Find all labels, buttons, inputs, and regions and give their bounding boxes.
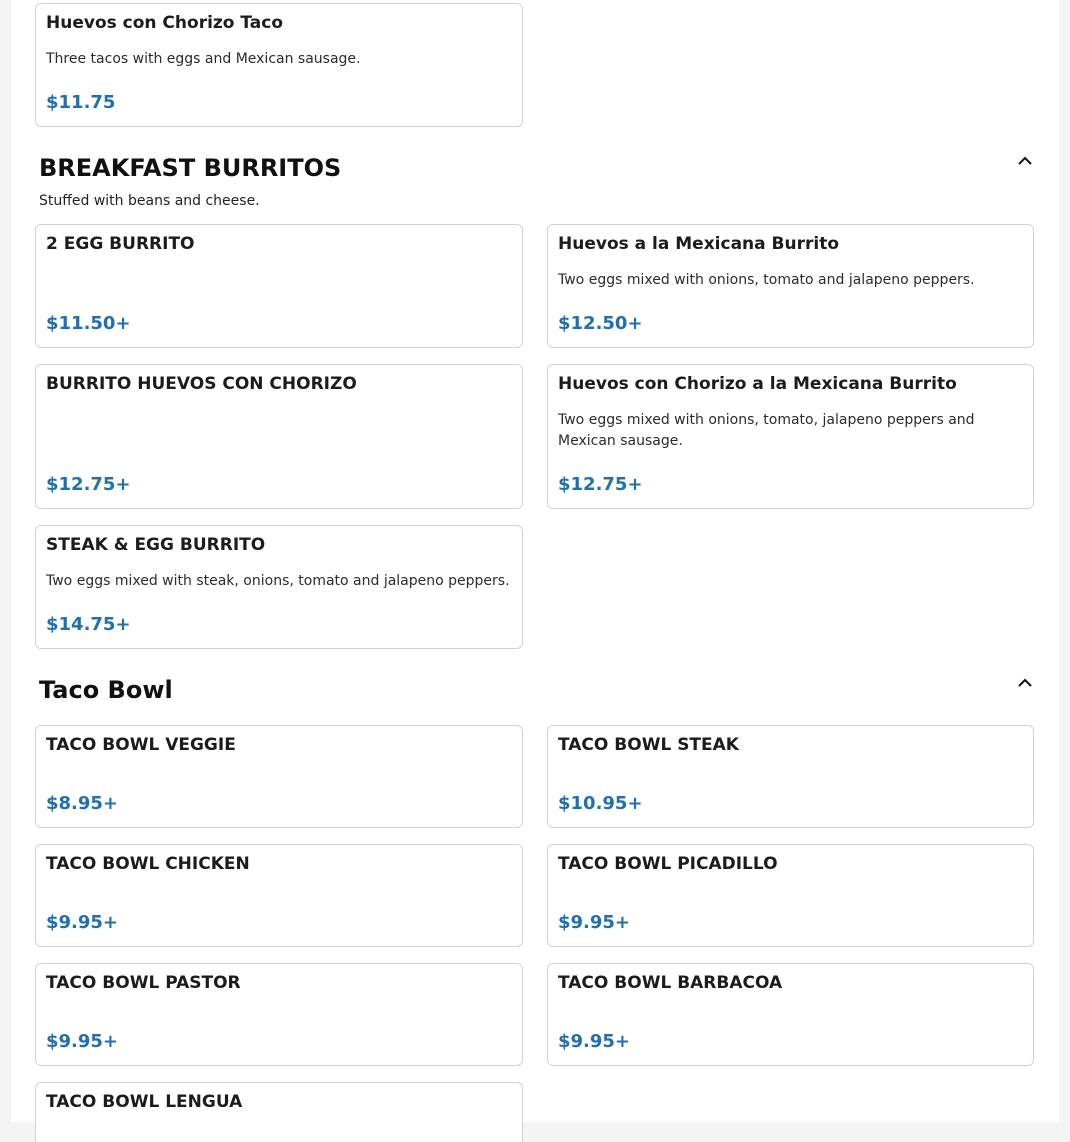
section-title-breakfast-burritos: BREAKFAST BURRITOS xyxy=(39,154,342,182)
menu-item-card[interactable] xyxy=(35,844,523,947)
chevron-up-icon[interactable] xyxy=(1015,151,1035,171)
menu-item-description: Two eggs mixed with onions, tomato, jalapeno peppers and Mexican sausage. xyxy=(558,412,975,449)
menu-item-card[interactable] xyxy=(35,364,523,509)
menu-item-description: Three tacos with eggs and Mexican sausage. xyxy=(46,51,361,67)
menu-item-title: STEAK & EGG BURRITO xyxy=(46,535,266,555)
menu-item-price: $9.95+ xyxy=(558,1031,631,1052)
menu-item-title: Huevos con Chorizo Taco xyxy=(46,13,284,33)
menu-item-card[interactable] xyxy=(547,844,1034,947)
menu-item-title: TACO BOWL LENGUA xyxy=(46,1092,243,1112)
menu-item-card[interactable] xyxy=(35,3,523,127)
section-title-taco-bowl: Taco Bowl xyxy=(39,676,173,704)
menu-item-price: $8.95+ xyxy=(46,793,119,814)
menu-item-price: $9.95+ xyxy=(558,912,631,933)
menu-item-title: TACO BOWL STEAK xyxy=(558,735,739,755)
menu-item-title: TACO BOWL CHICKEN xyxy=(46,854,250,874)
menu-item-card[interactable] xyxy=(35,1082,523,1142)
menu-item-title: TACO BOWL PICADILLO xyxy=(558,854,778,874)
menu-item-card[interactable] xyxy=(547,963,1034,1066)
chevron-up-icon[interactable] xyxy=(1015,673,1035,693)
menu-item-title: Huevos a la Mexicana Burrito xyxy=(558,234,840,254)
section-subtitle: Stuffed with beans and cheese. xyxy=(39,193,260,209)
menu-item-price: $9.95+ xyxy=(46,1031,119,1052)
menu-item-title: TACO BOWL VEGGIE xyxy=(46,735,236,755)
menu-item-card[interactable] xyxy=(547,364,1034,509)
menu-item-description: Two eggs mixed with onions, tomato and jalapeno peppers. xyxy=(558,272,975,288)
menu-item-price: $12.75+ xyxy=(46,474,131,495)
menu-item-card[interactable] xyxy=(35,725,523,828)
menu-item-card[interactable] xyxy=(35,224,523,348)
menu-item-title: TACO BOWL PASTOR xyxy=(46,973,241,993)
menu-item-card[interactable] xyxy=(35,963,523,1066)
menu-item-price: $12.75+ xyxy=(558,474,643,495)
menu-item-card[interactable] xyxy=(547,224,1034,348)
menu-item-price: $11.50+ xyxy=(46,313,131,334)
menu-item-price: $14.75+ xyxy=(46,614,131,635)
menu-item-price: $10.95+ xyxy=(558,793,643,814)
menu-item-title: BURRITO HUEVOS CON CHORIZO xyxy=(46,374,357,394)
menu-item-title: Huevos con Chorizo a la Mexicana Burrito xyxy=(558,374,957,394)
menu-item-price: $12.50+ xyxy=(558,313,643,334)
menu-page xyxy=(11,0,1059,1122)
menu-item-card[interactable] xyxy=(35,525,523,649)
menu-item-price: $11.75 xyxy=(46,92,116,113)
menu-item-title: TACO BOWL BARBACOA xyxy=(558,973,783,993)
menu-item-description: Two eggs mixed with steak, onions, tomato and jalapeno peppers. xyxy=(46,573,510,589)
menu-item-title: 2 EGG BURRITO xyxy=(46,234,195,254)
menu-item-price: $9.95+ xyxy=(46,912,119,933)
menu-item-card[interactable] xyxy=(547,725,1034,828)
